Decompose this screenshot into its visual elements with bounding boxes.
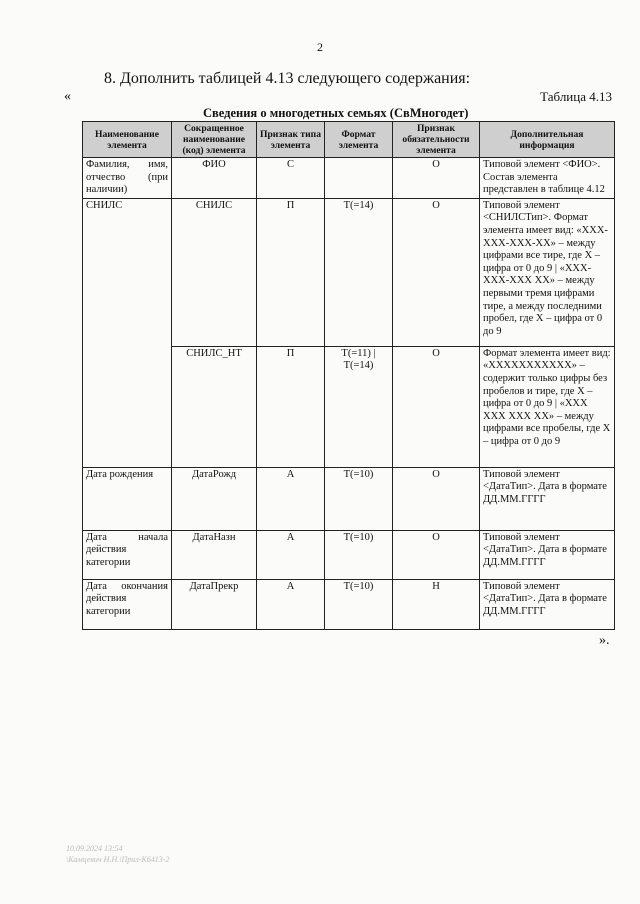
elements-table: [82, 121, 615, 630]
page-number: 2: [317, 40, 323, 54]
cell-code: ДатаРожд: [172, 467, 257, 530]
cell-name: Фамилия, имя, отчество (при наличии): [83, 158, 172, 199]
header-additional-info: Дополнительная информация: [480, 122, 615, 158]
closing-quote: ».: [599, 633, 610, 648]
cell-format: T(=11) | T(=14): [325, 346, 393, 467]
cell-info: Типовой элемент <ДатаТип>. Дата в формате ДД.ММ.ГГГГ: [480, 579, 615, 629]
cell-format: T(=10): [325, 467, 393, 530]
table-header-row: [83, 122, 615, 158]
cell-name: Дата начала действия категории: [83, 530, 172, 579]
cell-required: О: [393, 530, 480, 579]
cell-type: П: [257, 198, 325, 346]
cell-name: Дата рождения: [83, 467, 172, 530]
header-element-type: Признак типа элемента: [257, 122, 325, 158]
cell-info: Типовой элемент <ДатаТип>. Дата в формате ДД.ММ.ГГГГ: [480, 467, 615, 530]
cell-type: А: [257, 530, 325, 579]
table-caption: Сведения о многодетных семьях (СвМногодет): [203, 106, 469, 120]
table-label: Таблица 4.13: [540, 89, 612, 104]
cell-info: Типовой элемент <СНИЛСТип>. Формат элемента имеет вид: «XXX-XXX-XXX-XX» – между цифрами все тире, где X – цифра от 0 до 9 | «XXX-XXX-XXX XX» – между первыми тремя цифрами тире, а между последними пробел, где X – цифра от 0 до 9: [480, 198, 615, 346]
cell-code: ФИО: [172, 158, 257, 199]
footer-file-path: \Камцевич Н.Н.\Прил-К6413-2: [66, 855, 170, 864]
cell-name: СНИЛС: [83, 198, 172, 467]
cell-type: А: [257, 579, 325, 629]
cell-type: С: [257, 158, 325, 199]
cell-format: T(=10): [325, 579, 393, 629]
cell-code: ДатаНазн: [172, 530, 257, 579]
intro-text: 8. Дополнить таблицей 4.13 следующего содержания:: [104, 70, 471, 87]
table-row: [83, 198, 615, 346]
cell-code: ДатаПрекр: [172, 579, 257, 629]
cell-info: Формат элемента имеет вид: «XXXXXXXXXXX» – содержит только цифры без пробелов и тире, где X – цифра от 0 до 9 | «XXX XXX XXX XX» – между цифрами все пробелы, где X – цифра от 0 до 9: [480, 346, 615, 467]
cell-info: Типовой элемент <ФИО>. Состав элемента представлен в таблице 4.12: [480, 158, 615, 199]
cell-info: Типовой элемент <ДатаТип>. Дата в формате ДД.ММ.ГГГГ: [480, 530, 615, 579]
cell-required: О: [393, 198, 480, 346]
header-element-required: Признак обязательности элемента: [393, 122, 480, 158]
table-row: [83, 467, 615, 530]
footer-timestamp: 10.09.2024 13:54: [66, 844, 123, 853]
cell-code: СНИЛС: [172, 198, 257, 346]
table-row: [83, 530, 615, 579]
cell-format: T(=10): [325, 530, 393, 579]
opening-quote: «: [64, 89, 71, 104]
cell-required: О: [393, 158, 480, 199]
table-row: [83, 579, 615, 629]
cell-required: Н: [393, 579, 480, 629]
header-element-code: Сокращенное наименование (код) элемента: [172, 122, 257, 158]
cell-format: T(=14): [325, 198, 393, 346]
header-element-format: Формат элемента: [325, 122, 393, 158]
cell-name: Дата окончания действия категории: [83, 579, 172, 629]
cell-type: А: [257, 467, 325, 530]
table-row: [83, 158, 615, 199]
cell-format: [325, 158, 393, 199]
cell-type: П: [257, 346, 325, 467]
header-element-name: Наименование элемента: [83, 122, 172, 158]
cell-code: СНИЛС_НТ: [172, 346, 257, 467]
cell-required: О: [393, 346, 480, 467]
cell-required: О: [393, 467, 480, 530]
